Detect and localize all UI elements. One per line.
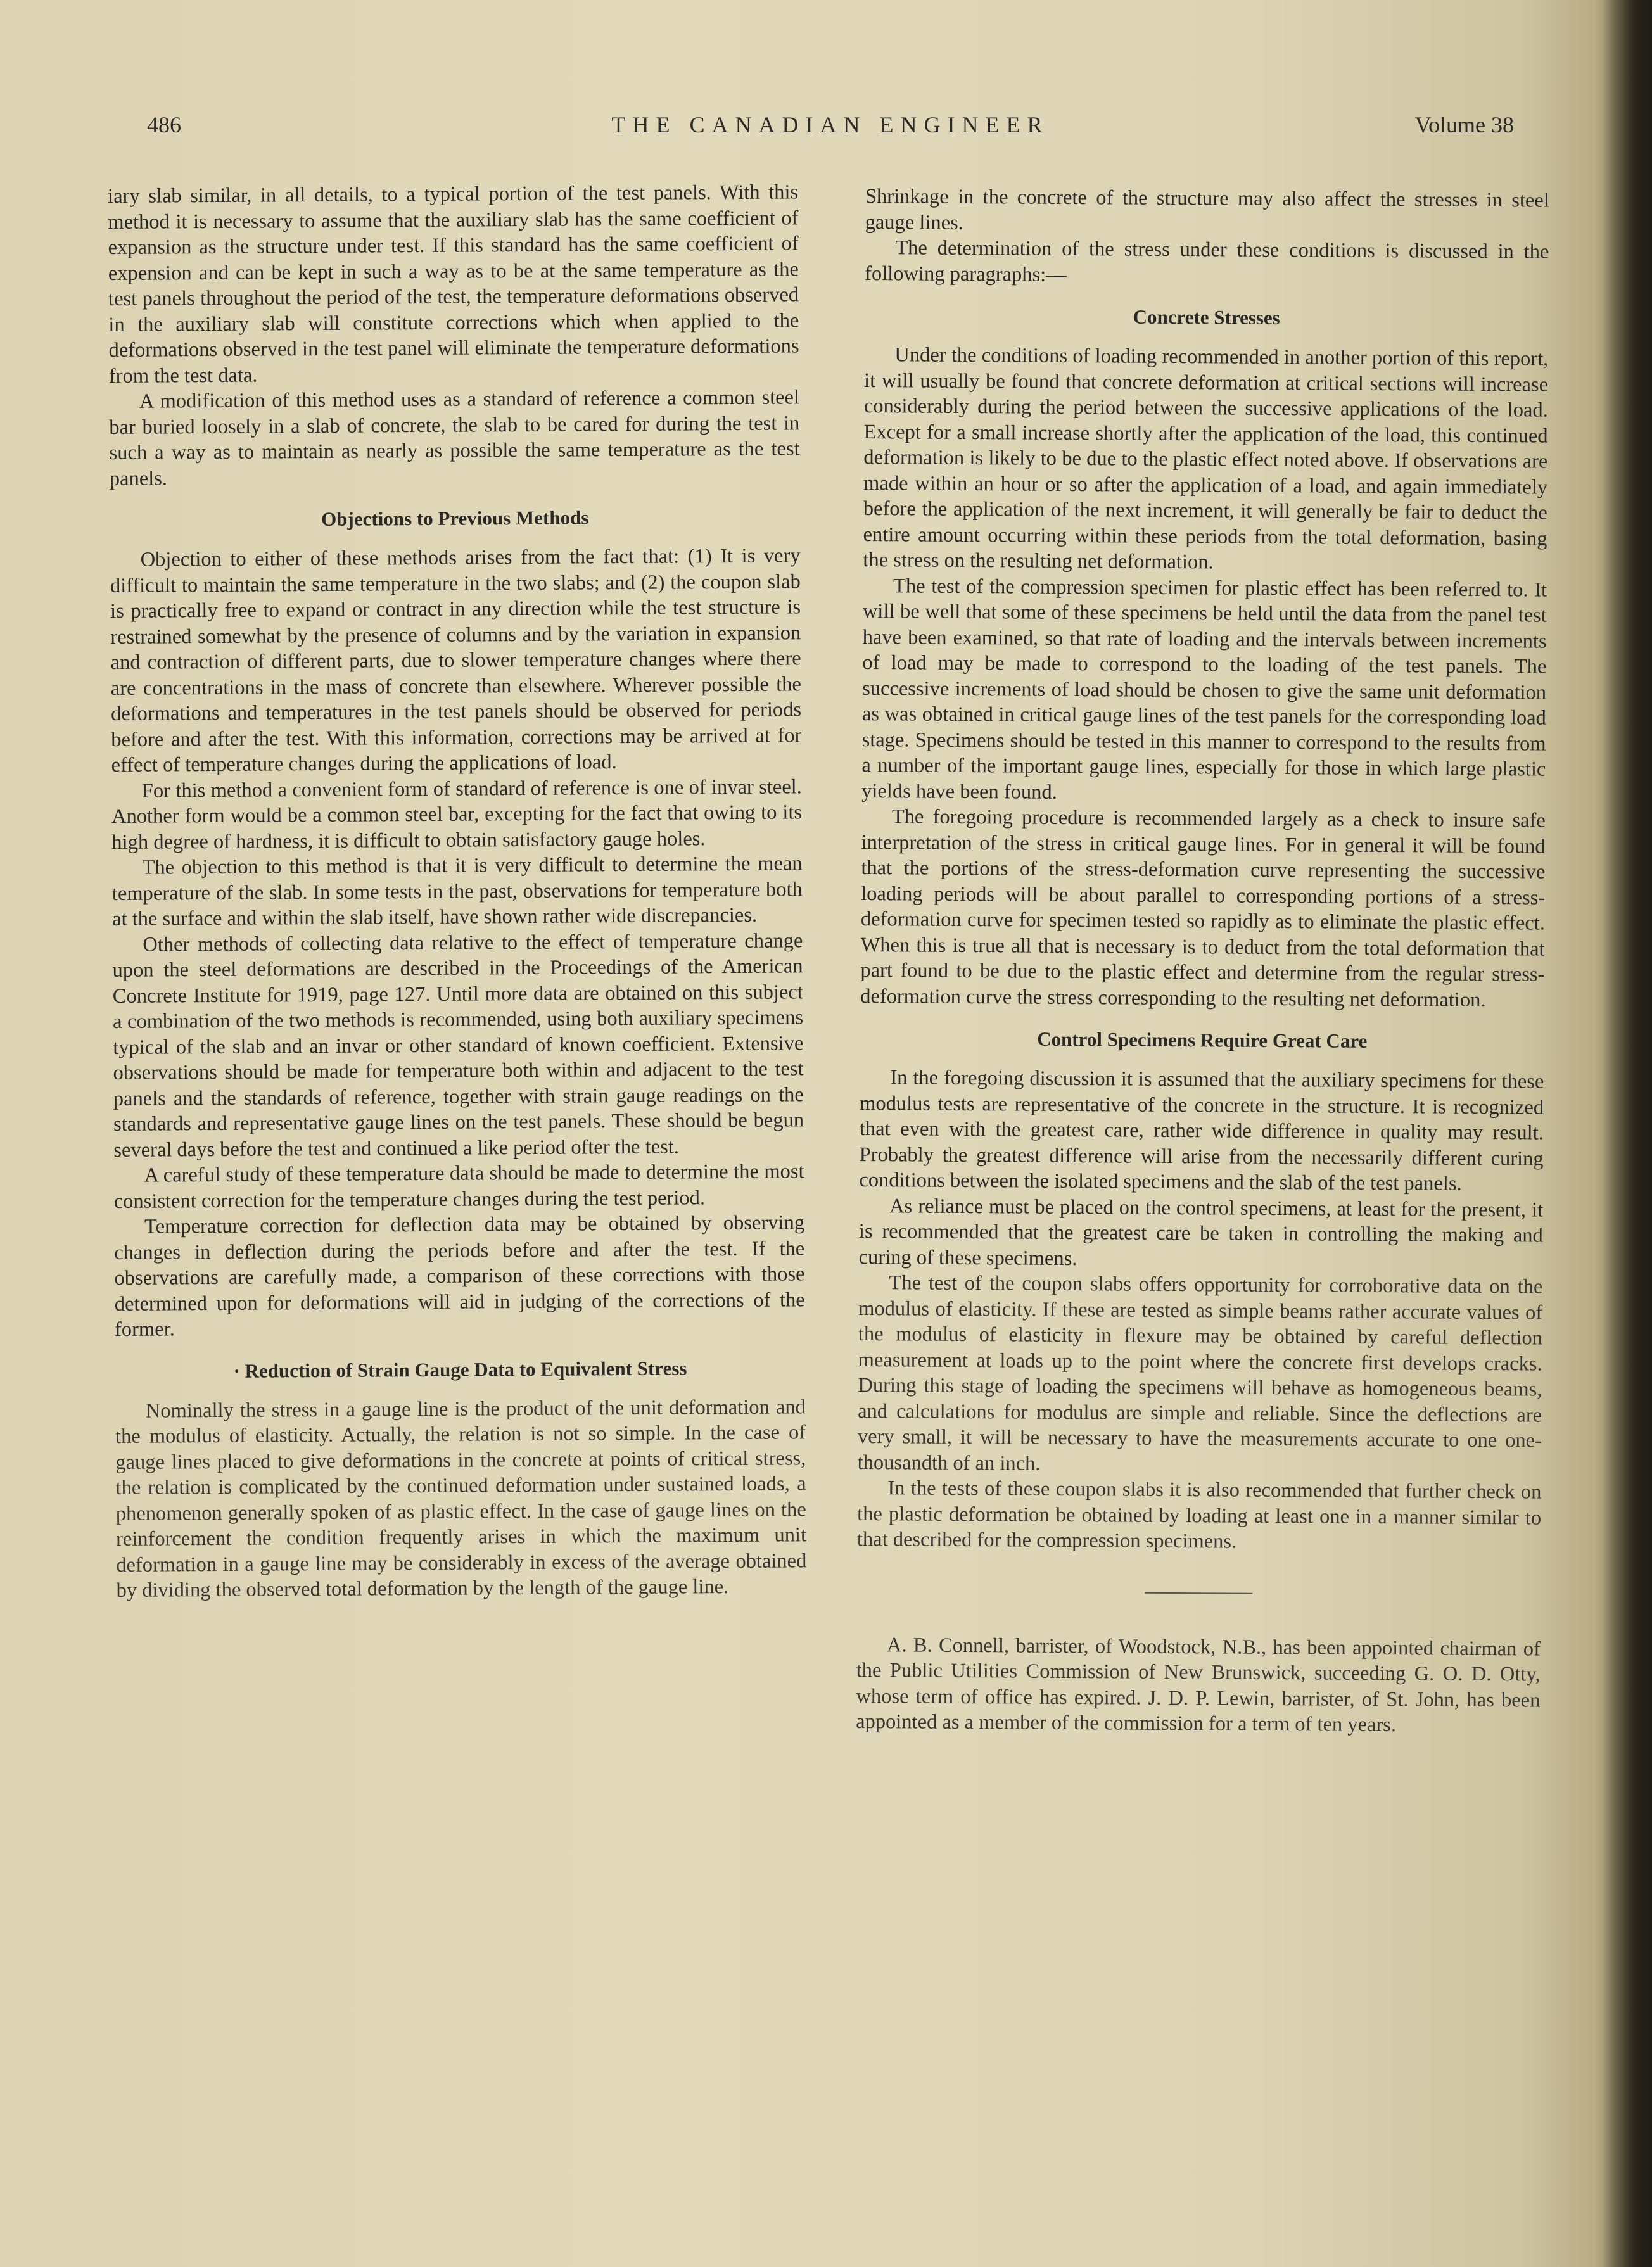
paragraph: iary slab similar, in all details, to a typical portion of the test panels. With this method it is necessary to assume that the auxiliary slab has the same coefficient of expansion as the structure under test. If this standard has the same coefficient of expension and can be kept in such a way as to be at the same temperature as the test panels throughout the period of the test, the temperature deformations observed in the auxiliary slab will constitute corrections which when applied to the deformations observed in the test panel will eliminate the temperature deformations from the test data. (108, 181, 799, 388)
paragraph: Other methods of collecting data relative to the effect of temperature change upon the steel deformations are described in the Proceedings of the American Concrete Institute for 1919, page 127. Until more data are obtained on this subject a combination of the two methods is recommended, using both auxiliary specimens typical of the slab and an invar or other standard of known coefficient. Extensive observations should be made for temperature both within and adjacent to the test panels and the standards of reference, together with strain gauge readings on the standards and representative gauge lines on the test panels. These should be begun several days before the test and continued a like period ofter the test. (112, 929, 804, 1162)
paragraph: In the foregoing discussion it is assumed that the auxiliary specimens for these modulus tests are representative of the concrete in the structure. It is recognized that even with the greatest care, rather wide difference in quality may result. Probably the greatest difference will arise from the necessarily different curing conditions between the isolated specimens and the slab of the test panels. (859, 1066, 1544, 1195)
paragraph: Temperature correction for deflection data may be obtained by observing changes in deflection during the periods before and after the test. If the observations are carefully made, a comparison of these corrections with those determined upon for deformations will aid in judging of the corrections of the former. (114, 1211, 805, 1341)
paragraph: Nominally the stress in a gauge line is the product of the unit deformation and the modulus of elasticity. Actually, the relation is not so simple. In the case of gauge lines placed to give deformations in the concrete at points of critical stress, the relation is complicated by the continued deformation under sustained loads, a phenomenon generally spoken of as plastic effect. In the case of gauge lines on the reinforcement the condition frequently arises in which the maximum unit deformation in a gauge line may be considerably in excess of the average obtained by dividing the observed total deformation by the length of the gauge line. (115, 1395, 807, 1602)
volume-label: Volume 38 (1414, 112, 1514, 137)
left-column (108, 179, 807, 1603)
paragraph: The foregoing procedure is recommended largely as a check to insure safe interpretation of the stress in critical gauge lines. For in general it will be found that the portions of the stress-deformation curve representing the successive loading periods will be about parallel to corresponding portions of a stress-deformation curve for specimen tested so rapidly as to eliminate the plastic effect. When this is true all that is necessary is to deduct from the total deformation that part found to be due to the plastic effect and determine from the regular stress-deformation curve the stress corresponding to the resulting net deformation. (860, 805, 1546, 1012)
right-column (856, 184, 1549, 1739)
paragraph: For this method a convenient form of standard of reference is one of invar steel. Another form would be a common steel bar, excepting for the fact that owing to its high degree of hardness, it is difficult to obtain satisfactory gauge holes. (111, 775, 803, 854)
paragraph: In the tests of these coupon slabs it is also recommended that further check on the plastic deformation be obtained by loading at least one in a manner similar to that described for the compression specimens. (856, 1476, 1542, 1553)
section-heading: · Reduction of Strain Gauge Data to Equivalent Stress (233, 1356, 687, 1382)
paragraph: The test of the compression specimen for plastic effect has been referred to. It will be well that some of these specimens be held until the data from the panel test have been examined, so that rate of loading and the intervals between increments of load may be made to correspond to the loading of the test panels. The successive increments of load should be chosen to give the same unit deformation as was obtained in critical gauge lines of the test panels for the corresponding load stage. Specimens should be tested in this manner to correspond to the results from a number of the important gauge lines, especially for those in which large plastic yields have been found. (861, 574, 1547, 804)
running-head (147, 111, 1514, 143)
paragraph: The objection to this method is that it is very difficult to determine the mean temperature of the slab. In some tests in the past, observations for temperature both at the surface and within the slab itself, have shown rather wide discrepancies. (111, 852, 803, 930)
section-heading: Objections to Previous Methods (321, 506, 589, 530)
paragraph: The determination of the stress under these conditions is discussed in the following paragraphs:— (865, 236, 1549, 286)
paragraph: Under the conditions of loading recommended in another portion of this report, it will usually be found that concrete deformation at critical sections will increase considerably during the period between the successive applications of the load. Except for a small increase shortly after the application of the load, this continued deformation is likely to be due to the plastic effect noted above. If observations are made within an hour or so after the application of a load, and again immediately before the application of the next increment, it will generally be fair to deduct the entire amount occurring within these periods from the total deformation, basing the stress on the resulting net deformation. (863, 343, 1549, 574)
news-item: A. B. Connell, barrister, of Woodstock, N.B., has been appointed chairman of the Public Utilities Commission of New Brunswick, succeeding G. O. D. Otty, whose term of office has expired. J. D. P. Lewin, barrister, of St. John, has been appointed as a member of the commission for a term of ten years. (856, 1633, 1541, 1737)
section-heading: Concrete Stresses (1133, 305, 1280, 329)
paragraph: A modification of this method uses as a standard of reference a common steel bar buried loosely in a slab of concrete, the slab to be cared for during the test in such a way as to maintain as nearly as possible the same temperature as the test panels. (109, 386, 800, 490)
page-number: 486 (147, 112, 181, 137)
paragraph: Shrinkage in the concrete of the structure may also affect the stresses in steel gauge lines. (865, 184, 1549, 234)
paragraph: Objection to either of these methods arises from the fact that: (1) It is very difficult to maintain the same temperature in the two slabs; and (2) the coupon slab is practically free to expand or contract in any direction while the test structure is restrained somewhat by the presence of columns and by the variation in expansion and contraction of different parts, due to slower temperature changes where there are concentrations in the mass of concrete than elsewhere. Wherever possible the deformations and temperatures in the test panels should be observed for periods before and after the test. With this information, corrections may be arrived at for effect of temperature changes during the applications of load. (110, 544, 802, 777)
paragraph: A careful study of these temperature data should be made to determine the most consistent correction for the temperature changes during the test period. (113, 1160, 804, 1213)
divider-rule (1145, 1592, 1252, 1594)
section-heading: Control Specimens Require Great Care (1037, 1027, 1368, 1052)
journal-title: THE CANADIAN ENGINEER (611, 112, 1050, 137)
binding-shadow (1595, 0, 1652, 2267)
paragraph: As reliance must be placed on the control specimens, at least for the present, it is recommended that the greatest care be taken in controlling the making and curing of these specimens. (858, 1194, 1544, 1270)
paragraph: The test of the coupon slabs offers opportunity for corroborative data on the modulus of elasticity. If these are tested as simple beams rather accurate values of the modulus of elasticity in flexure may be obtained by careful deflection measurement at loads up to the point where the concrete first develops cracks. During this stage of loading the specimens will behave as homogeneous beams, and calculations for modulus are simple and reliable. Since the deflections are very small, it will be necessary to have the measurements accurate to one one-thousandth of an inch. (857, 1271, 1543, 1475)
